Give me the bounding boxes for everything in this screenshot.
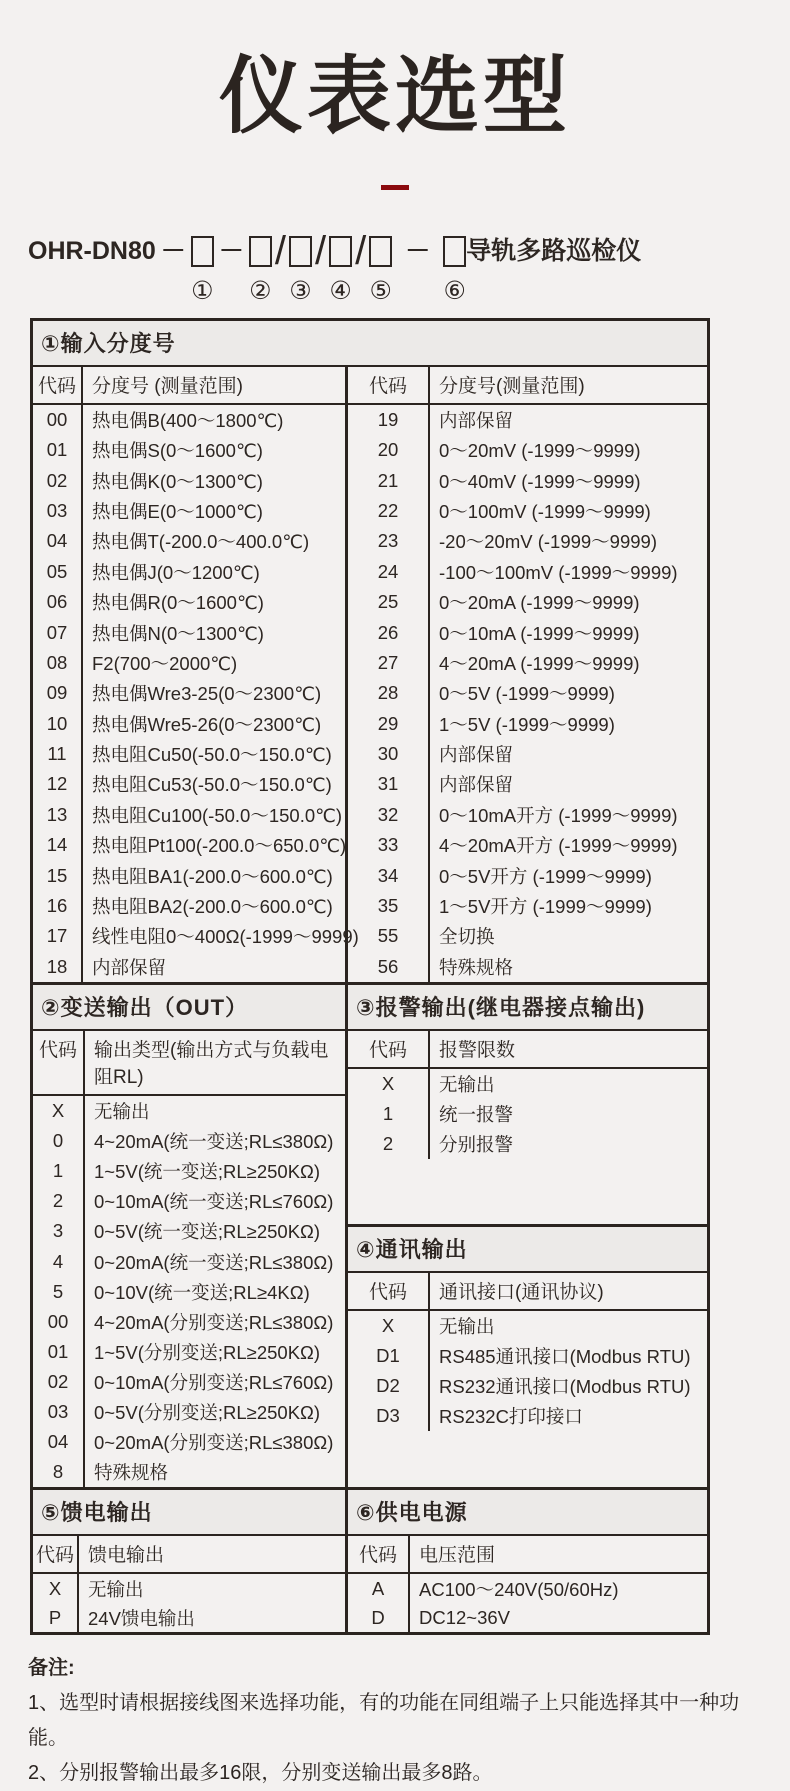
description-cell: 内部保留 bbox=[439, 409, 514, 431]
description-cell: 4～20mA开方 (-1999～9999) bbox=[439, 835, 678, 857]
code-cell: 05 bbox=[33, 557, 83, 587]
code-cell: 04 bbox=[33, 526, 83, 556]
table-row bbox=[33, 1603, 345, 1632]
table-row bbox=[348, 860, 707, 890]
table-row bbox=[33, 465, 345, 495]
code-cell: X bbox=[33, 1096, 85, 1126]
table-row bbox=[348, 678, 707, 708]
code-cell: 26 bbox=[348, 617, 430, 647]
description-cell: 线性电阻0～400Ω(-1999～9999) bbox=[92, 926, 359, 948]
description-cell: 0～10mA (-1999～9999) bbox=[439, 622, 640, 644]
description-cell: 分别报警 bbox=[439, 1134, 514, 1156]
power-section-title: ⑥供电电源 bbox=[348, 1490, 707, 1536]
description-cell: 特殊规格 bbox=[94, 1462, 169, 1484]
description-cell: 0~5V(统一变送;RL≥250KΩ) bbox=[94, 1221, 321, 1243]
column-header-row bbox=[33, 367, 345, 405]
column-header-row bbox=[33, 1031, 345, 1096]
code-cell: 12 bbox=[33, 769, 83, 799]
code-cell: 1 bbox=[33, 1156, 85, 1186]
description-cell: 内部保留 bbox=[439, 744, 514, 766]
alarm-rows bbox=[348, 1069, 707, 1224]
table-row bbox=[33, 1367, 345, 1397]
description-cell: 0～5V (-1999～9999) bbox=[439, 683, 615, 705]
column-header-row bbox=[348, 1273, 707, 1311]
input-table-body bbox=[33, 367, 707, 982]
description-cell: F2(700～2000℃) bbox=[92, 652, 238, 674]
code-placeholder-box bbox=[443, 236, 466, 267]
table-row bbox=[348, 1574, 707, 1603]
code-cell: D1 bbox=[348, 1341, 430, 1371]
input-left-rows bbox=[33, 405, 359, 982]
table-row bbox=[33, 952, 345, 982]
table-row bbox=[348, 1341, 707, 1371]
description-cell: RS232C打印接口 bbox=[439, 1406, 583, 1428]
power-table bbox=[30, 1487, 710, 1635]
table-row bbox=[348, 617, 707, 647]
description-cell: 1～5V开方 (-1999～9999) bbox=[439, 896, 652, 918]
description-cell: 热电阻Cu53(-50.0～150.0℃) bbox=[92, 774, 332, 796]
feed-section-title: ⑤馈电输出 bbox=[33, 1490, 345, 1536]
code-placeholder-box bbox=[191, 236, 214, 267]
table-row bbox=[348, 1371, 707, 1401]
feed-column-header: 馈电输出 bbox=[88, 1545, 165, 1567]
description-cell: 无输出 bbox=[88, 1578, 144, 1600]
code-cell: 21 bbox=[348, 465, 430, 495]
segment-number-label: ⑥ bbox=[443, 276, 466, 305]
segment-number-label: ② bbox=[249, 276, 272, 305]
transmit-rows bbox=[33, 1096, 345, 1487]
table-row bbox=[348, 1603, 707, 1632]
note-item: 1、选型时请根据接线图来选择功能，有的功能在同组端子上只能选择其中一种功能。 bbox=[28, 1692, 740, 1750]
description-cell: 热电阻BA2(-200.0～600.0℃) bbox=[92, 896, 333, 918]
code-cell: 00 bbox=[33, 1307, 85, 1337]
segment-number-label: ① bbox=[191, 276, 214, 305]
code-cell: 18 bbox=[33, 952, 83, 982]
description-cell: -20～20mV (-1999～9999) bbox=[439, 531, 657, 553]
table-row bbox=[33, 739, 345, 769]
model-code-line bbox=[28, 226, 790, 304]
table-row bbox=[348, 405, 707, 435]
code-cell: X bbox=[348, 1311, 430, 1341]
description-cell: 0～100mV (-1999～9999) bbox=[439, 500, 651, 522]
description-cell: DC12~36V bbox=[419, 1606, 511, 1628]
description-cell: 热电阻BA1(-200.0～600.0℃) bbox=[92, 865, 333, 887]
alarm-comm-section bbox=[345, 985, 707, 1487]
feed-rows bbox=[33, 1574, 345, 1632]
description-cell: AC100～240V(50/60Hz) bbox=[419, 1578, 619, 1600]
alarm-section-title: ③报警输出(继电器接点输出) bbox=[348, 985, 707, 1031]
limits-column-header: 报警限数 bbox=[439, 1040, 516, 1062]
model-separator: / bbox=[274, 228, 286, 273]
code-cell: 31 bbox=[348, 769, 430, 799]
segment-number-label: ⑤ bbox=[369, 276, 392, 305]
interface-column-header: 通讯接口(通讯协议) bbox=[439, 1282, 604, 1304]
code-cell: 27 bbox=[348, 648, 430, 678]
column-header-row bbox=[348, 367, 707, 405]
code-cell: 04 bbox=[33, 1427, 85, 1457]
code-cell: 28 bbox=[348, 678, 430, 708]
model-suffix: 导轨多路巡检仪 bbox=[466, 236, 642, 265]
description-cell: 0~10mA(统一变送;RL≤760Ω) bbox=[94, 1191, 334, 1213]
notes-label: 备注: bbox=[28, 1657, 75, 1680]
description-cell: 热电阻Cu50(-50.0～150.0℃) bbox=[92, 744, 332, 766]
output-table-body bbox=[33, 985, 707, 1487]
code-cell: 08 bbox=[33, 648, 83, 678]
description-cell: -100～100mV (-1999～9999) bbox=[439, 561, 678, 583]
code-cell: 03 bbox=[33, 1397, 85, 1427]
code-cell: 56 bbox=[348, 952, 430, 982]
description-cell: 热电偶R(0～1600℃) bbox=[92, 592, 264, 614]
description-cell: 热电偶K(0～1300℃) bbox=[92, 470, 263, 492]
code-column-header: 代码 bbox=[348, 367, 430, 403]
table-row bbox=[33, 1216, 345, 1246]
power-table-body bbox=[33, 1490, 707, 1632]
code-cell: 02 bbox=[33, 1367, 85, 1397]
description-cell: 热电阻Pt100(-200.0～650.0℃) bbox=[92, 835, 347, 857]
code-cell: 01 bbox=[33, 435, 83, 465]
model-segment-3 bbox=[289, 226, 312, 304]
code-cell: 4 bbox=[33, 1246, 85, 1276]
code-cell: 23 bbox=[348, 526, 430, 556]
code-cell: D3 bbox=[348, 1401, 430, 1431]
notes-block bbox=[28, 1651, 762, 1791]
table-row bbox=[33, 1246, 345, 1276]
table-row bbox=[33, 496, 345, 526]
description-cell: 全切换 bbox=[439, 926, 495, 948]
table-row bbox=[33, 769, 345, 799]
transmit-section-title: ②变送输出（OUT） bbox=[33, 985, 345, 1031]
description-cell: 0~10V(统一变送;RL≥4KΩ) bbox=[94, 1281, 310, 1303]
table-row bbox=[348, 800, 707, 830]
code-placeholder-box bbox=[289, 236, 312, 267]
table-row bbox=[33, 1096, 345, 1126]
table-row bbox=[33, 587, 345, 617]
description-cell: 无输出 bbox=[439, 1074, 495, 1096]
table-row bbox=[348, 648, 707, 678]
column-header-row bbox=[348, 1536, 707, 1574]
comm-section-title: ④通讯输出 bbox=[348, 1224, 707, 1273]
code-cell: 5 bbox=[33, 1277, 85, 1307]
code-cell: 20 bbox=[348, 435, 430, 465]
input-table bbox=[30, 318, 710, 985]
model-separator: / bbox=[314, 228, 327, 273]
table-row bbox=[33, 526, 345, 556]
code-column-header: 代码 bbox=[348, 1273, 430, 1309]
code-cell: D bbox=[348, 1603, 410, 1632]
input-table-right bbox=[345, 367, 707, 982]
code-cell: 15 bbox=[33, 860, 83, 890]
code-cell: 2 bbox=[33, 1186, 85, 1216]
code-cell: 11 bbox=[33, 739, 83, 769]
table-row bbox=[33, 1277, 345, 1307]
description-cell: 统一报警 bbox=[439, 1104, 514, 1126]
table-row bbox=[348, 709, 707, 739]
code-cell: 03 bbox=[33, 496, 83, 526]
code-cell: 35 bbox=[348, 891, 430, 921]
code-cell: P bbox=[33, 1603, 79, 1632]
code-cell: 07 bbox=[33, 617, 83, 647]
code-placeholder-box bbox=[369, 236, 392, 267]
transmit-section bbox=[33, 985, 345, 1487]
table-row bbox=[33, 648, 345, 678]
model-segment-1 bbox=[191, 226, 214, 304]
table-row bbox=[348, 587, 707, 617]
table-row bbox=[348, 769, 707, 799]
range-column-header: 分度号 (测量范围) bbox=[92, 375, 243, 397]
code-cell: 34 bbox=[348, 860, 430, 890]
table-row bbox=[348, 557, 707, 587]
model-segment-5 bbox=[369, 226, 392, 304]
table-row bbox=[33, 800, 345, 830]
code-column-header: 代码 bbox=[33, 1031, 85, 1094]
description-cell: 0～20mV (-1999～9999) bbox=[439, 440, 641, 462]
table-row bbox=[33, 860, 345, 890]
description-cell: RS232通讯接口(Modbus RTU) bbox=[439, 1376, 691, 1398]
code-cell: 25 bbox=[348, 587, 430, 617]
power-section bbox=[345, 1490, 707, 1632]
description-cell: 1~5V(统一变送;RL≥250KΩ) bbox=[94, 1161, 321, 1183]
code-cell: 17 bbox=[33, 921, 83, 951]
code-column-header: 代码 bbox=[33, 1536, 79, 1572]
description-cell: 无输出 bbox=[94, 1101, 150, 1123]
table-row bbox=[33, 405, 345, 435]
table-row bbox=[33, 1156, 345, 1186]
table-row bbox=[348, 1129, 707, 1159]
table-row bbox=[33, 1337, 345, 1367]
description-cell: 热电偶T(-200.0～400.0℃) bbox=[92, 531, 310, 553]
table-row bbox=[33, 1397, 345, 1427]
description-cell: 热电偶S(0～1600℃) bbox=[92, 440, 263, 462]
code-cell: 24 bbox=[348, 557, 430, 587]
table-row bbox=[33, 1457, 345, 1487]
segment-number-label: ③ bbox=[289, 276, 312, 305]
model-separator: － bbox=[405, 236, 431, 265]
code-column-header: 代码 bbox=[33, 367, 83, 403]
table-row bbox=[348, 921, 707, 951]
model-prefix: OHR-DN80 bbox=[28, 236, 156, 265]
description-cell: 热电偶J(0～1200℃) bbox=[92, 561, 260, 583]
description-cell: 0~10mA(分别变送;RL≤760Ω) bbox=[94, 1371, 334, 1393]
description-cell: 0～20mA (-1999～9999) bbox=[439, 592, 640, 614]
code-cell: 30 bbox=[348, 739, 430, 769]
description-cell: 热电偶E(0～1000℃) bbox=[92, 500, 263, 522]
description-cell: 4~20mA(统一变送;RL≤380Ω) bbox=[94, 1131, 334, 1153]
segment-number-label: ④ bbox=[329, 276, 352, 305]
code-cell: 55 bbox=[348, 921, 430, 951]
table-row bbox=[348, 1401, 707, 1431]
table-row bbox=[33, 435, 345, 465]
range-column-header: 分度号(测量范围) bbox=[439, 375, 585, 397]
description-cell: 热电偶N(0～1300℃) bbox=[92, 622, 264, 644]
code-cell: 3 bbox=[33, 1216, 85, 1246]
table-row bbox=[348, 496, 707, 526]
table-row bbox=[33, 709, 345, 739]
table-row bbox=[33, 1126, 345, 1156]
table-row bbox=[33, 678, 345, 708]
code-cell: X bbox=[33, 1574, 79, 1603]
table-row bbox=[33, 1186, 345, 1216]
description-cell: 0～40mV (-1999～9999) bbox=[439, 470, 641, 492]
voltage-column-header: 电压范围 bbox=[419, 1545, 496, 1567]
description-cell: RS485通讯接口(Modbus RTU) bbox=[439, 1346, 691, 1368]
description-cell: 0~5V(分别变送;RL≥250KΩ) bbox=[94, 1402, 321, 1423]
code-cell: 16 bbox=[33, 891, 83, 921]
description-cell: 0~20mA(统一变送;RL≤380Ω) bbox=[94, 1251, 334, 1273]
description-cell: 0～10mA开方 (-1999～9999) bbox=[439, 804, 678, 826]
description-cell: 内部保留 bbox=[92, 956, 167, 978]
description-cell: 热电阻Cu100(-50.0～150.0℃) bbox=[92, 804, 343, 826]
code-cell: 0 bbox=[33, 1126, 85, 1156]
code-cell: 32 bbox=[348, 800, 430, 830]
code-cell: 22 bbox=[348, 496, 430, 526]
description-cell: 热电偶B(400～1800℃) bbox=[92, 409, 284, 431]
table-row bbox=[33, 921, 359, 951]
description-cell: 特殊规格 bbox=[439, 956, 514, 978]
description-cell: 4～20mA (-1999～9999) bbox=[439, 652, 640, 674]
column-header-row bbox=[348, 1031, 707, 1069]
title-accent-dash bbox=[381, 185, 409, 190]
code-cell: 09 bbox=[33, 678, 83, 708]
table-row bbox=[33, 1307, 345, 1337]
model-separator: / bbox=[355, 228, 367, 273]
table-row bbox=[348, 1099, 707, 1129]
output-table bbox=[30, 982, 710, 1490]
code-cell: 33 bbox=[348, 830, 430, 860]
table-row bbox=[348, 739, 707, 769]
table-row bbox=[348, 526, 707, 556]
type-column-header: 输出类型(输出方式与负载电阻RL) bbox=[94, 1040, 329, 1089]
description-cell: 0～5V开方 (-1999～9999) bbox=[439, 865, 652, 887]
code-cell: 8 bbox=[33, 1457, 85, 1487]
code-cell: 29 bbox=[348, 709, 430, 739]
description-cell: 1~5V(分别变送;RL≥250KΩ) bbox=[94, 1341, 321, 1363]
code-cell: 06 bbox=[33, 587, 83, 617]
code-column-header: 代码 bbox=[348, 1536, 410, 1572]
description-cell: 热电偶Wre5-26(0～2300℃) bbox=[92, 713, 322, 735]
description-cell: 24V馈电输出 bbox=[88, 1607, 195, 1629]
column-header-row bbox=[33, 1536, 345, 1574]
code-cell: 13 bbox=[33, 800, 83, 830]
input-table-title: ①输入分度号 bbox=[33, 321, 707, 367]
table-row bbox=[348, 1311, 707, 1341]
description-cell: 内部保留 bbox=[439, 774, 514, 796]
table-row bbox=[33, 1574, 345, 1603]
table-row bbox=[33, 891, 345, 921]
table-row bbox=[348, 1069, 707, 1099]
model-segment-2 bbox=[249, 226, 272, 304]
page-title: 仪表选型 bbox=[218, 49, 571, 143]
code-cell: 10 bbox=[33, 709, 83, 739]
table-row bbox=[348, 465, 707, 495]
model-segment-4 bbox=[329, 226, 352, 304]
table-row bbox=[33, 830, 345, 860]
code-cell: 01 bbox=[33, 1337, 85, 1367]
code-cell: 02 bbox=[33, 465, 83, 495]
description-cell: 热电偶Wre3-25(0～2300℃) bbox=[92, 683, 322, 705]
table-row bbox=[33, 557, 345, 587]
table-row bbox=[33, 617, 345, 647]
description-cell: 4~20mA(分别变送;RL≤380Ω) bbox=[94, 1311, 334, 1333]
input-table-left bbox=[33, 367, 359, 982]
table-row bbox=[33, 1427, 345, 1457]
note-item: 2、分别报警输出最多16限，分别变送输出最多8路。 bbox=[28, 1762, 493, 1785]
comm-rows bbox=[348, 1311, 707, 1487]
model-separator: － bbox=[160, 236, 186, 265]
power-rows bbox=[348, 1574, 707, 1632]
table-row bbox=[348, 830, 707, 860]
model-segment-6 bbox=[443, 226, 466, 304]
description-cell: 1～5V (-1999～9999) bbox=[439, 713, 615, 735]
description-cell: 无输出 bbox=[439, 1316, 495, 1338]
code-cell: 00 bbox=[33, 405, 83, 435]
code-cell: A bbox=[348, 1574, 410, 1603]
description-cell: 0~20mA(分别变送;RL≤380Ω) bbox=[94, 1432, 334, 1454]
code-cell: 1 bbox=[348, 1099, 430, 1129]
table-row bbox=[348, 891, 707, 921]
model-separator: － bbox=[218, 236, 244, 265]
feed-section bbox=[33, 1490, 345, 1632]
code-cell: X bbox=[348, 1069, 430, 1099]
code-cell: 19 bbox=[348, 405, 430, 435]
code-cell: 2 bbox=[348, 1129, 430, 1159]
table-row bbox=[348, 952, 707, 982]
table-row bbox=[348, 435, 707, 465]
input-right-rows bbox=[348, 405, 707, 982]
code-column-header: 代码 bbox=[348, 1031, 430, 1067]
code-placeholder-box bbox=[249, 236, 272, 267]
code-cell: 14 bbox=[33, 830, 83, 860]
code-placeholder-box bbox=[329, 236, 352, 267]
code-cell: D2 bbox=[348, 1371, 430, 1401]
